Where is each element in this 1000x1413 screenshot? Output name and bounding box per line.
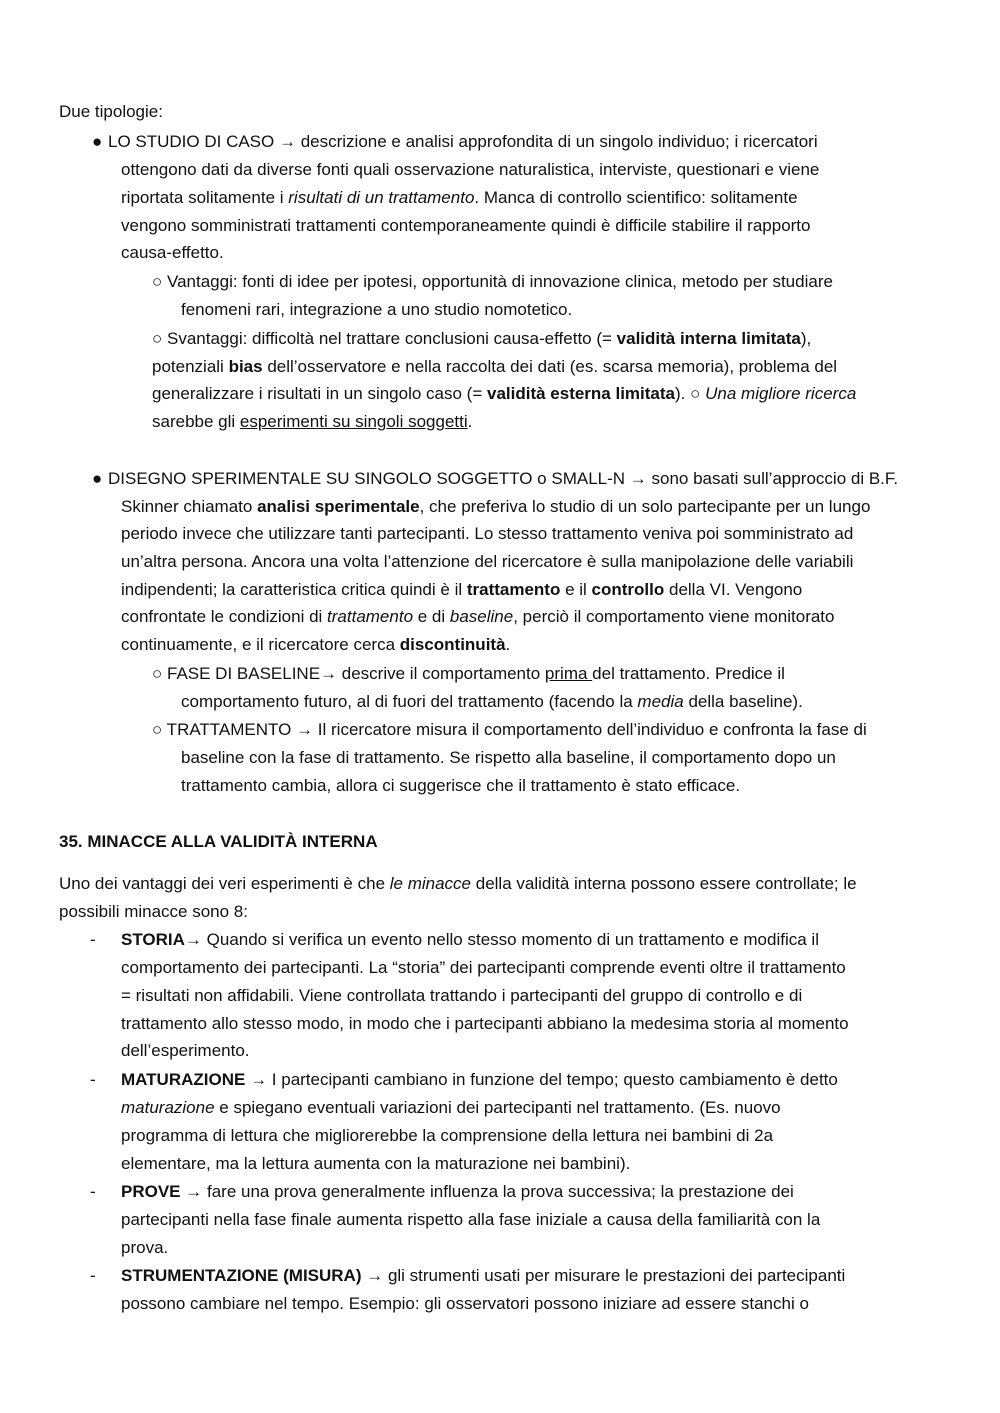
maturazione-line-3: programma di lettura che migliorerebbe la comprensione della lettura nei bambini di 2a [121,1126,774,1145]
maturazione-line-4: elementare, ma la lettura aumenta con la maturazione nei bambini). [121,1154,631,1173]
case-study-line-2: ottengono dati da diverse fonti quali osservazione naturalistica, interviste, questionari e viene [121,160,820,179]
disadvantages-line-2: potenziali bias dell’osservatore e nella raccolta dei dati (es. scarsa memoria), problema del [152,357,838,376]
small-n-line-1: DISEGNO SPERIMENTALE SU SINGOLO SOGGETTO o SMALL-N → sono basati sull’approccio di B.F. [108,469,899,488]
baseline-line-1: ○ FASE DI BASELINE→ descrive il comportamento prima del trattamento. Predice il [152,664,785,683]
small-n-line-7: continuamente, e il ricercatore cerca discontinuità. [121,635,511,654]
small-n-line-2: Skinner chiamato analisi sperimentale, che preferiva lo studio di un solo partecipante per un lungo [121,497,871,516]
strumentazione-line-2: possono cambiare nel tempo. Esempio: gli osservatori possono iniziare ad essere stanchi o [121,1294,809,1313]
dash-icon: - [90,1070,96,1089]
treatment-line-2: baseline con la fase di trattamento. Se rispetto alla baseline, il comportamento dopo un [181,748,836,767]
case-study-line-1: LO STUDIO DI CASO → descrizione e analisi approfondita di un singolo individuo; i ricercatori [108,132,818,151]
intro-text: Due tipologie: [59,102,163,121]
prove-line-3: prova. [121,1238,169,1257]
disadvantages-line-3: generalizzare i risultati in un singolo caso (= validità esterna limitata). ○ Una migliore ricerca [152,384,857,403]
disadvantages-line-4: sarebbe gli esperimenti su singoli soggetti. [152,412,473,431]
prove-line-2: partecipanti nella fase finale aumenta rispetto alla fase iniziale a causa della familiarità con la [121,1210,821,1229]
storia-line-3: = risultati non affidabili. Viene controllata trattando i partecipanti del gruppo di controllo e di [121,986,803,1005]
storia-line-2: comportamento dei partecipanti. La “storia” dei partecipanti comprende eventi oltre il trattamento [121,958,846,977]
maturazione-line-2: maturazione e spiegano eventuali variazioni dei partecipanti nel trattamento. (Es. nuovo [121,1098,781,1117]
strumentazione-line-1: STRUMENTAZIONE (MISURA) → gli strumenti usati per misurare le prestazioni dei partecipanti [121,1266,846,1285]
baseline-line-2: comportamento futuro, al di fuori del trattamento (facendo la media della baseline). [181,692,803,711]
section-paragraph-line-1: Uno dei vantaggi dei veri esperimenti è che le minacce della validità interna possono essere controllate; le [59,874,857,893]
maturazione-line-1: MATURAZIONE → I partecipanti cambiano in funzione del tempo; questo cambiamento è detto [121,1070,838,1089]
storia-line-4: trattamento allo stesso modo, in modo che i partecipanti abbiano la medesima storia al momento [121,1014,849,1033]
bullet-icon: ● [92,469,103,488]
small-n-line-4: un’altra persona. Ancora una volta l’attenzione del ricercatore è sulla manipolazione delle variabili [121,552,854,571]
small-n-line-5: indipendenti; la caratteristica critica quindi è il trattamento e il controllo della VI. Vengono [121,580,803,599]
bullet-icon: ● [92,132,103,151]
case-study-line-5: causa-effetto. [121,243,224,262]
case-study-line-3: riportata solitamente i risultati di un trattamento. Manca di controllo scientifico: solitamente [121,188,798,207]
dash-icon: - [90,930,96,949]
section-paragraph-line-2: possibili minacce sono 8: [59,902,248,921]
disadvantages-line-1: ○ Svantaggi: difficoltà nel trattare conclusioni causa-effetto (= validità interna limitata), [152,329,812,348]
dash-icon: - [90,1266,96,1285]
storia-line-1: STORIA→ Quando si verifica un evento nello stesso momento di un trattamento e modifica il [121,930,819,949]
treatment-line-1: ○ TRATTAMENTO → Il ricercatore misura il comportamento dell’individuo e confronta la fase di [152,720,867,739]
prove-line-1: PROVE → fare una prova generalmente influenza la prova successiva; la prestazione dei [121,1182,794,1201]
small-n-line-6: confrontate le condizioni di trattamento e di baseline, perciò il comportamento viene monitorato [121,607,835,626]
dash-icon: - [90,1182,96,1201]
advantages-line-1: ○ Vantaggi: fonti di idee per ipotesi, opportunità di innovazione clinica, metodo per studiare [152,272,833,291]
advantages-line-2: fenomeni rari, integrazione a uno studio nomotetico. [181,300,573,319]
section-heading: 35. MINACCE ALLA VALIDITÀ INTERNA [59,832,378,851]
case-study-line-4: vengono somministrati trattamenti contemporaneamente quindi è difficile stabilire il rapporto [121,216,811,235]
storia-line-5: dell’esperimento. [121,1041,250,1060]
treatment-line-3: trattamento cambia, allora ci suggerisce che il trattamento è stato efficace. [181,776,741,795]
small-n-line-3: periodo invece che utilizzare tanti partecipanti. Lo stesso trattamento veniva poi somministrato ad [121,524,854,543]
